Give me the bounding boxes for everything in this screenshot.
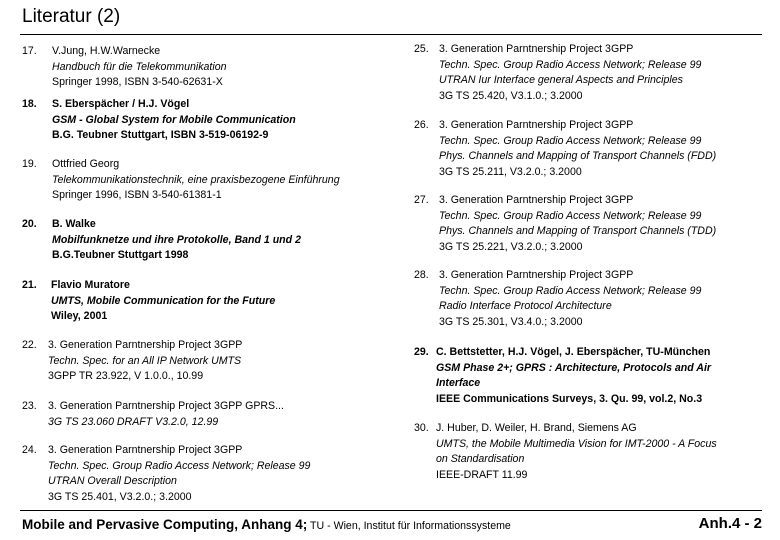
reference-subtitle: Phys. Channels and Mapping of Transport Channels (FDD)	[439, 150, 717, 162]
reference-author: C. Bettstetter, H.J. Vögel, J. Eberspächer, TU-München	[436, 346, 711, 358]
reference-author: 3. Generation Parntnership Project 3GPP	[48, 444, 243, 456]
reference-author: V.Jung, H.W.Warnecke	[52, 45, 161, 57]
reference-number: 29.	[414, 346, 429, 358]
reference-author: 3. Generation Parntnership Project 3GPP	[439, 269, 634, 281]
page-title: Literatur (2)	[22, 6, 121, 27]
reference-id: 3G TS 23.060 DRAFT V3.2.0, 12.99	[48, 415, 219, 428]
reference-number: 21.	[22, 279, 37, 291]
reference-id: 3G TS 25.221, V3.2.0.; 3.2000	[439, 240, 583, 253]
reference-title: Techn. Spec. for an All IP Network UMTS	[48, 354, 242, 367]
reference-publisher: Springer 1996, ISBN 3-540-61381-1	[52, 189, 222, 201]
reference-id: IEEE-DRAFT 11.99	[436, 468, 528, 481]
reference-number: 22.	[22, 339, 37, 351]
reference-number: 23.	[22, 400, 37, 412]
reference-subtitle: UTRAN Overall Description	[48, 475, 177, 487]
reference-number: 19.	[22, 158, 37, 170]
footer-divider	[20, 510, 762, 511]
reference-title: UMTS, Mobile Communication for the Future	[51, 294, 276, 307]
reference-number: 20.	[22, 218, 37, 230]
reference-publisher: Springer 1998, ISBN 3-540-62631-X	[52, 76, 223, 88]
reference-title: Handbuch für die Telekommunikation	[52, 60, 227, 73]
reference-author: B. Walke	[52, 218, 96, 230]
reference-author: 3. Generation Parntnership Project 3GPP GPRS...	[48, 400, 284, 412]
reference-author: 3. Generation Parntnership Project 3GPP	[439, 194, 634, 206]
reference-number: 17.	[22, 45, 37, 57]
reference-id: 3GPP TR 23.922, V 1.0.0., 10.99	[48, 370, 204, 382]
reference-publisher: B.G. Teubner Stuttgart, ISBN 3-519-06192-9	[52, 129, 269, 141]
footer	[22, 517, 511, 532]
reference-author: Flavio Muratore	[51, 279, 130, 291]
reference-number: 26.	[414, 119, 429, 131]
reference-id: 3G TS 25.301, V3.4.0.; 3.2000	[439, 315, 583, 328]
reference-number: 27.	[414, 194, 429, 206]
reference-id: 3G TS 25.420, V3.1.0.; 3.2000	[439, 89, 583, 102]
reference-number: 24.	[22, 444, 37, 456]
reference-subtitle: Phys. Channels and Mapping of Transport Channels (TDD)	[439, 225, 717, 237]
reference-title-cont: on Standardisation	[436, 453, 525, 465]
reference-publisher: IEEE Communications Surveys, 3. Qu. 99, vol.2, No.3	[436, 392, 703, 405]
reference-author: J. Huber, D. Weiler, H. Brand, Siemens AG	[436, 422, 637, 434]
reference-author: 3. Generation Parntnership Project 3GPP	[48, 339, 243, 351]
reference-publisher: B.G.Teubner Stuttgart 1998	[52, 249, 189, 261]
reference-title: UMTS, the Mobile Multimedia Vision for IMT-2000 - A Focus	[436, 437, 717, 450]
reference-author: Ottfried Georg	[52, 158, 120, 170]
reference-title: GSM - Global System for Mobile Communication	[52, 113, 296, 126]
reference-number: 30.	[414, 422, 429, 434]
reference-title: GSM Phase 2+; GPRS : Architecture, Protocols and Air	[436, 361, 712, 374]
reference-number: 18.	[22, 98, 37, 110]
reference-title-cont: Interface	[436, 377, 481, 389]
reference-subtitle: Radio Interface Protocol Architecture	[439, 300, 612, 312]
reference-title: Techn. Spec. Group Radio Access Network; Release 99	[439, 134, 702, 147]
footer-institute: TU - Wien, Institut für Informationssysteme	[307, 520, 511, 532]
reference-publisher: Wiley, 2001	[51, 310, 108, 322]
reference-title: Telekommunikationstechnik, eine praxisbezogene Einführung	[52, 173, 340, 186]
footer-course: Mobile and Pervasive Computing, Anhang 4;	[22, 517, 308, 532]
reference-id: 3G TS 25.211, V3.2.0.; 3.2000	[439, 165, 582, 178]
reference-author: 3. Generation Parntnership Project 3GPP	[439, 43, 634, 55]
reference-number: 28.	[414, 269, 429, 281]
page-number: Anh.4 - 2	[698, 515, 762, 532]
header-divider	[20, 34, 762, 35]
reference-title: Mobilfunknetze und ihre Protokolle, Band 1 und 2	[52, 233, 301, 246]
reference-subtitle: UTRAN Iur Interface general Aspects and Principles	[439, 74, 683, 86]
reference-author: S. Eberspächer / H.J. Vögel	[52, 98, 190, 110]
reference-author: 3. Generation Parntnership Project 3GPP	[439, 119, 634, 131]
reference-title: Techn. Spec. Group Radio Access Network; Release 99	[439, 284, 702, 297]
reference-id: 3G TS 25.401, V3.2.0.; 3.2000	[48, 490, 192, 503]
reference-title: Techn. Spec. Group Radio Access Network; Release 99	[439, 209, 702, 222]
reference-number: 25.	[414, 43, 429, 55]
reference-title: Techn. Spec. Group Radio Access Network; Release 99	[439, 58, 702, 71]
reference-title: Techn. Spec. Group Radio Access Network; Release 99	[48, 459, 311, 472]
